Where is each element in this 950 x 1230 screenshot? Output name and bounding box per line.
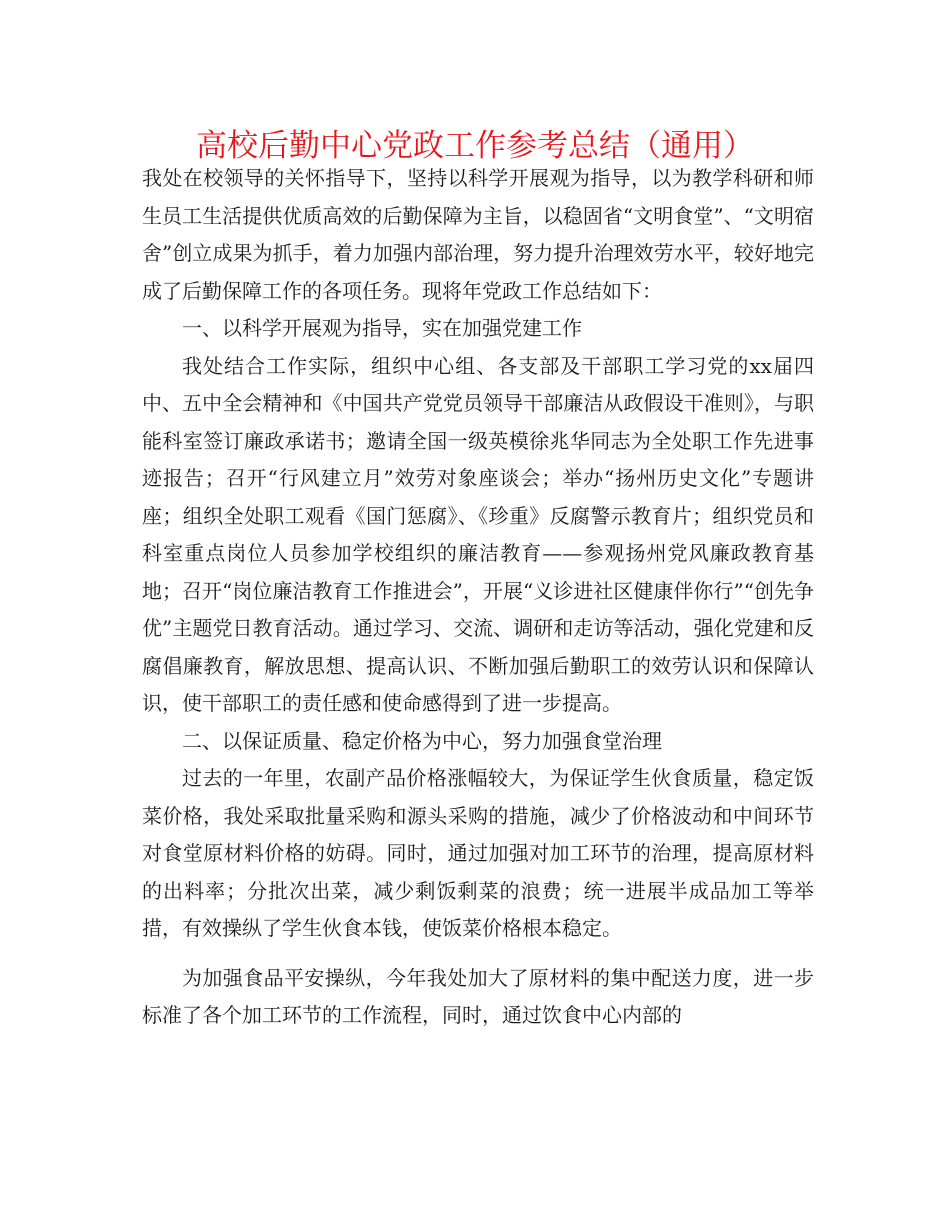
section-2-paragraph-2: 为加强食品平安操纵，今年我处加大了原材料的集中配送力度，进一步标准了各个加工环节的工作流程，同时，通过饮食中心内部的 bbox=[142, 965, 814, 1027]
section-heading-2: 二、以保证质量、稳定价格为中心，努力加强食堂治理 bbox=[182, 728, 662, 753]
section-2-paragraph-1: 过去的一年里，农副产品价格涨幅较大，为保证学生伙食质量，稳定饭菜价格，我处采取批量采购和源头采购的措施，减少了价格波动和中间环节对食堂原材料价格的妨碍。同时，通过加强对加工环节的治理，提高原材料的出料率；分批次出菜，减少剩饭剩菜的浪费；统一进展半成品加工等举措，有效操纵了学生伙食本钱，使饭菜价格根本稳定。 bbox=[142, 766, 814, 940]
section-1-paragraph: 我处结合工作实际，组织中心组、各支部及干部职工学习党的xx届四中、五中全会精神和《中国共产党党员领导干部廉洁从政假设干准则》，与职能科室签订廉政承诺书；邀请全国一级英模徐兆华同志为全处职工作先进事迹报告；召开“行风建立月”效劳对象座谈会；举办“扬州历史文化”专题讲座；组织全处职工观看《国门惩腐》、《珍重》反腐警示教育片；组织党员和科室重点岗位人员参加学校组织的廉洁教育——参观扬州党风廉政教育基地；召开“岗位廉洁教育工作推进会”，开展“义诊进社区健康伴你行”“创先争优”主题党日教育活动。通过学习、交流、调研和走访等活动，强化党建和反腐倡廉教育，解放思想、提高认识、不断加强后勤职工的效劳认识和保障认识，使干部职工的责任感和使命感得到了进一步提高。 bbox=[142, 353, 814, 715]
section-heading-1: 一、以科学开展观为指导，实在加强党建工作 bbox=[182, 316, 582, 340]
document-body bbox=[142, 160, 814, 1035]
document-title: 高校后勤中心党政工作参考总结（通用） bbox=[196, 128, 754, 164]
intro-paragraph: 我处在校领导的关怀指导下，坚持以科学开展观为指导，以为教学科研和师生员工生活提供优质高效的后勤保障为主旨，以稳固省“文明食堂”、“文明宿舍”创立成果为抓手，着力加强内部治理，努力提升治理效劳水平，较好地完成了后勤保障工作的各项任务。现将年党政工作总结如下： bbox=[142, 166, 814, 303]
